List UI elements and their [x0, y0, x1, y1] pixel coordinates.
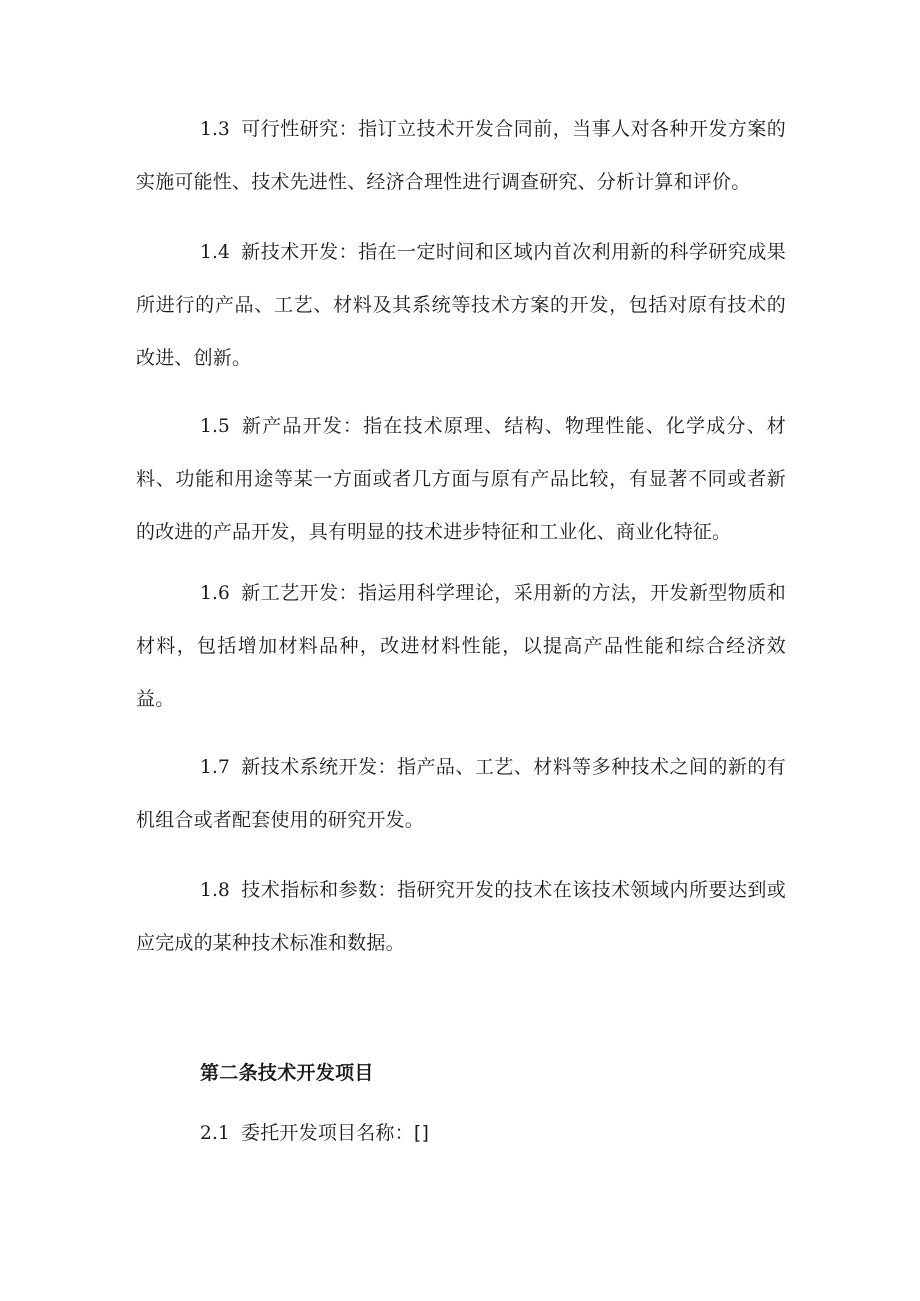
- clause-number: 1.6: [200, 583, 231, 604]
- clause-text: 新技术开发：指在一定时间和区域内首次利用新的科学研究成果所进行的产品、工艺、材料及其系统等技术方案的开发，包括对原有技术的改进、创新。: [136, 241, 786, 369]
- clause-text: 新技术系统开发：指产品、工艺、材料等多种技术之间的新的有机组合或者配套使用的研究开发。: [136, 756, 786, 831]
- clause-number: 2.1: [200, 1123, 231, 1144]
- definition-1-3: [136, 103, 786, 209]
- clause-text: 新产品开发：指在技术原理、结构、物理性能、化学成分、材料、功能和用途等某一方面或者几方面与原有产品比较，有显著不同或者新的改进的产品开发，具有明显的技术进步特征和工业化、商业化特征。: [136, 415, 786, 543]
- clause-text: 委托开发项目名称：[]: [241, 1122, 430, 1144]
- definition-1-6: [136, 567, 786, 726]
- clause-text: 可行性研究：指订立技术开发合同前，当事人对各种开发方案的实施可能性、技术先进性、经济合理性进行调查研究、分析计算和评价。: [136, 118, 786, 193]
- definition-1-4: [136, 226, 786, 385]
- definition-1-7: [136, 741, 786, 847]
- clause-number: 1.3: [200, 119, 231, 140]
- clause-text: 新工艺开发：指运用科学理论，采用新的方法，开发新型物质和材料，包括增加材料品种，改进材料性能，以提高产品性能和综合经济效益。: [136, 582, 786, 710]
- definition-1-8: [136, 864, 786, 970]
- clause-number: 1.5: [200, 416, 231, 437]
- section-title: 第二条技术开发项目: [200, 1062, 374, 1084]
- clause-number: 1.7: [200, 757, 231, 778]
- clause-number: 1.8: [200, 880, 231, 901]
- definition-1-5: [136, 400, 786, 559]
- clause-text: 技术指标和参数：指研究开发的技术在该技术领域内所要达到或应完成的某种技术标准和数据。: [136, 879, 786, 954]
- item-2-1: [136, 1107, 786, 1160]
- clause-number: 1.4: [200, 242, 231, 263]
